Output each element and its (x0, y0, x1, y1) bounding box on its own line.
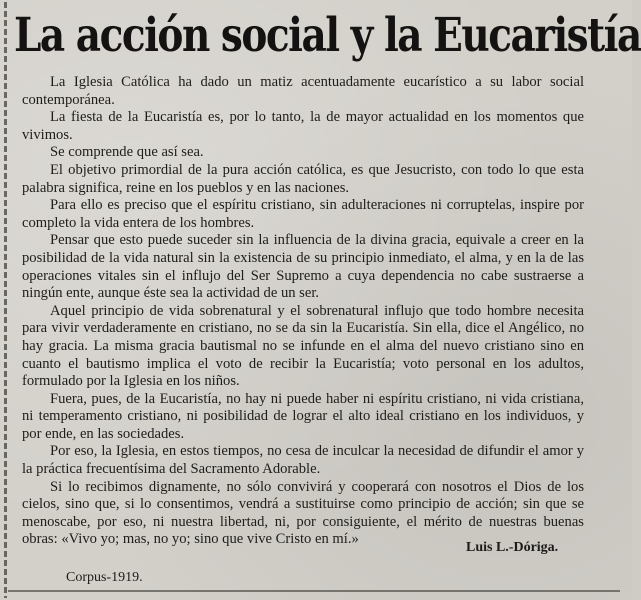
paragraph: La fiesta de la Eucaristía es, por lo tanto, la de mayor actualidad en los momentos que vivimos. (22, 109, 584, 143)
paragraph: Aquel principio de vida sobrenatural y el sobrenatural influjo que todo hombre necesita para vivir verdaderamente en cristiano, no se da sin la Eucaristía. Sin ella, dice el Angélico, no hay gracia. La misma gracia bautismal no se infunde en el alma del nuevo cristiano sino en cuanto el bautismo implica el voto de recibir la Eucaristía; voto personal en los adultos, formulado por la Iglesia en los niños. (22, 302, 584, 390)
article-body (22, 74, 584, 549)
column-rule (4, 2, 7, 598)
dateline: Corpus-1919. (66, 570, 143, 585)
bottom-rule (8, 590, 620, 592)
headline: La acción social y la Eucaristía (14, 8, 641, 63)
paragraph: Por eso, la Iglesia, en estos tiempos, no cesa de inculcar la necesidad de difundir el amor y la práctica frecuentísima del Sacramento Adorable. (22, 443, 584, 478)
paragraph: La Iglesia Católica ha dado un matiz acentuadamente eucarístico a su labor social contemporánea. (22, 74, 584, 108)
paragraph: El objetivo primordial de la pura acción católica, es que Jesucristo, con todo lo que esta palabra significa, reine en los pueblos y en las naciones. (22, 161, 584, 196)
author-signature: Luis L.-Dóriga. (466, 540, 559, 555)
paragraph: Se comprende que así sea. (50, 144, 204, 161)
paragraph: Pensar que esto puede suceder sin la influencia de la divina gracia, equivale a creer en la posibilidad de la vida natural sin la existencia de su principio inmediato, el alma, y en la de las operaciones vitales sin el influjo del Ser Supremo a cuya dependencia no cabe sustraerse a ningún ente, aunque éste sea la actividad de un ser. (22, 232, 584, 302)
paragraph: Para ello es preciso que el espíritu cristiano, sin adulteraciones ni corruptelas, inspire por completo la vida entera de los hombres. (22, 197, 584, 231)
paragraph: Fuera, pues, de la Eucaristía, no hay ni puede haber ni espíritu cristiano, ni vida cristiana, ni temperamento cristiano, ni posibilidad de lograr el alto ideal cristiano en los individuos, y por ende, en las sociedades. (22, 390, 584, 442)
paragraph: Si lo recibimos dignamente, no sólo convivirá y cooperará con nosotros el Dios de los cielos, sino que, si lo consentimos, vendrá a sustituirse como principio de acción; sin que se menoscabe, por eso, ni nuestra libertad, ni, por consiguiente, el mérito de nuestras buenas obras: «Vivo yo; mas, no yo; sino que vive Cristo en mí.» (22, 478, 584, 548)
